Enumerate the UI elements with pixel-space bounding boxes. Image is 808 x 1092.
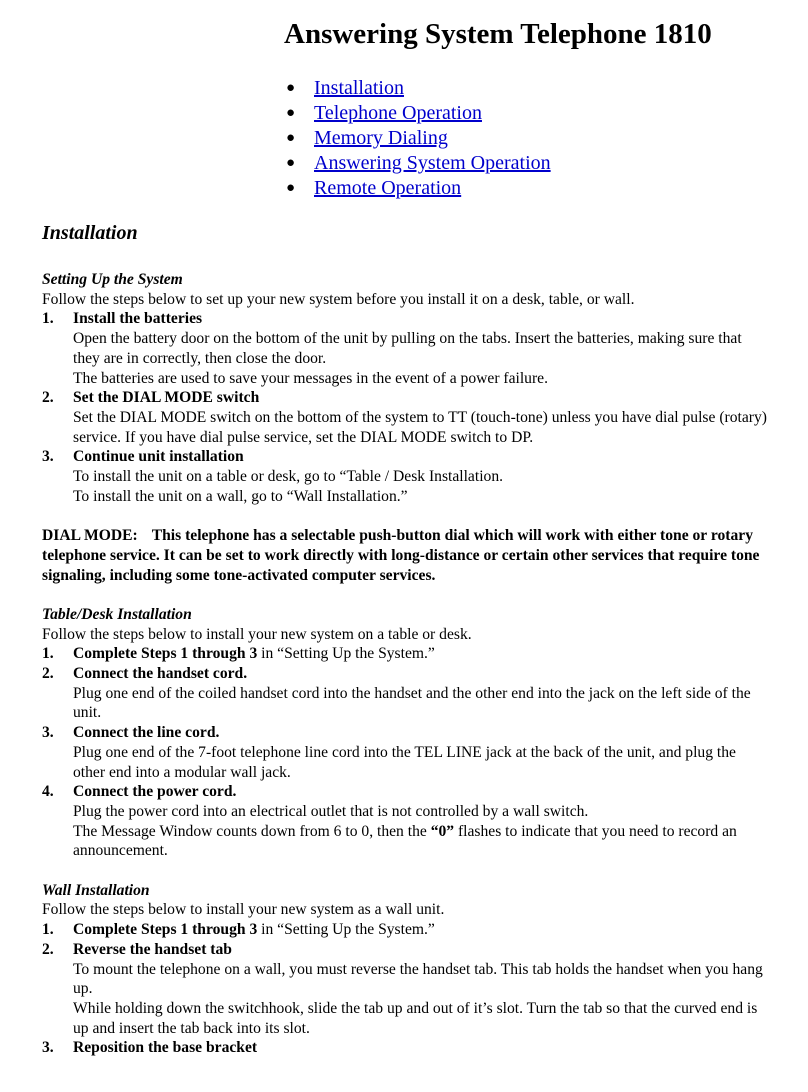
step-text: in “Setting Up the System.” bbox=[257, 645, 435, 663]
intro-text: Follow the steps below to install your new system on a table or desk. bbox=[42, 625, 472, 643]
step-item bbox=[42, 664, 768, 723]
step-number: 2. bbox=[42, 389, 54, 407]
step-text: Plug one end of the 7-foot telephone line cord into the TEL LINE jack at the back of the unit, and plug the other end into a modular wall jack. bbox=[73, 743, 736, 781]
intro-text: Follow the steps below to install your new system as a wall unit. bbox=[42, 901, 445, 919]
dial-mode-note bbox=[42, 526, 768, 585]
toc-link-memory-dialing[interactable]: Memory Dialing bbox=[314, 127, 448, 149]
step-number: 3. bbox=[42, 1039, 54, 1057]
toc-item bbox=[286, 101, 551, 126]
step-text: To install the unit on a table or desk, go to “Table / Desk Installation. bbox=[73, 468, 504, 486]
dial-mode-label: DIAL MODE: bbox=[42, 527, 138, 545]
step-item bbox=[42, 782, 768, 861]
step-number: 2. bbox=[42, 940, 54, 958]
step-text: The batteries are used to save your messages in the event of a power failure. bbox=[73, 369, 548, 387]
toc-link-installation[interactable]: Installation bbox=[314, 77, 404, 99]
step-item bbox=[42, 1038, 768, 1058]
toc-item bbox=[286, 176, 551, 201]
subheading-setting-up: Setting Up the System bbox=[42, 271, 183, 288]
document-title: Answering System Telephone 1810 bbox=[284, 18, 712, 50]
step-item bbox=[42, 920, 768, 940]
subheading-wall: Wall Installation bbox=[42, 881, 150, 899]
section-heading-installation: Installation bbox=[42, 222, 138, 244]
step-text: The Message Window counts down from 6 to 0, then the “0” flashes to indicate that you need to record an announcement. bbox=[73, 822, 737, 860]
toc-item bbox=[286, 151, 551, 176]
bullet-icon: ● bbox=[286, 105, 296, 121]
step-number: 1. bbox=[42, 310, 54, 328]
dial-mode-text: This telephone has a selectable push-button dial which will work with either tone or rotary telephone service. It can be set to work directly with long-distance or certain other services that require tone signaling, including some tone-activated computer services. bbox=[42, 527, 760, 584]
intro-text: Follow the steps below to set up your new system before you install it on a desk, table, or wall. bbox=[42, 290, 635, 308]
toc-item bbox=[286, 76, 551, 101]
step-heading: Connect the line cord. bbox=[73, 724, 220, 742]
step-text: Plug the power cord into an electrical outlet that is not controlled by a wall switch. bbox=[73, 802, 589, 820]
step-item bbox=[42, 447, 768, 506]
section-content bbox=[42, 270, 768, 1058]
step-number: 2. bbox=[42, 665, 54, 682]
step-text: To install the unit on a wall, go to “Wall Installation.” bbox=[73, 487, 408, 505]
step-item bbox=[42, 388, 768, 447]
bullet-icon: ● bbox=[286, 180, 296, 196]
step-text: in “Setting Up the System.” bbox=[257, 921, 435, 939]
step-heading: Connect the power cord. bbox=[73, 783, 237, 801]
step-item bbox=[42, 723, 768, 782]
step-item bbox=[42, 644, 768, 664]
bullet-icon: ● bbox=[286, 155, 296, 171]
subheading-table-desk: Table/Desk Installation bbox=[42, 605, 192, 623]
step-item bbox=[42, 940, 768, 1039]
step-number: 1. bbox=[42, 921, 54, 939]
bullet-icon: ● bbox=[286, 130, 296, 146]
step-heading: Reposition the base bracket bbox=[73, 1039, 258, 1057]
step-heading: Complete Steps 1 through 3 bbox=[73, 645, 258, 663]
step-heading: Reverse the handset tab bbox=[73, 940, 232, 958]
step-number: 1. bbox=[42, 645, 54, 663]
step-heading: Complete Steps 1 through 3 bbox=[73, 921, 258, 939]
step-number: 3. bbox=[42, 724, 54, 742]
step-heading: Install the batteries bbox=[73, 310, 203, 328]
toc-item bbox=[286, 126, 551, 151]
bullet-icon: ● bbox=[286, 80, 296, 96]
table-of-contents bbox=[286, 76, 551, 201]
step-item bbox=[42, 309, 768, 388]
step-heading: Connect the handset cord. bbox=[73, 665, 248, 682]
step-heading: Continue unit installation bbox=[73, 448, 244, 466]
step-heading: Set the DIAL MODE switch bbox=[73, 389, 260, 407]
toc-link-answering-system-operation[interactable]: Answering System Operation bbox=[314, 152, 551, 174]
step-text: While holding down the switchhook, slide the tab up and out of it’s slot. Turn the tab so that the curved end is up and insert the tab back into its slot. bbox=[73, 999, 758, 1037]
step-text: To mount the telephone on a wall, you must reverse the handset tab. This tab holds the handset when you hang up. bbox=[73, 960, 763, 998]
toc-link-remote-operation[interactable]: Remote Operation bbox=[314, 177, 462, 199]
step-number: 4. bbox=[42, 783, 54, 801]
step-text: Plug one end of the coiled handset cord into the handset and the other end into the jack on the left side of the unit. bbox=[73, 684, 751, 722]
step-text: Set the DIAL MODE switch on the bottom of the system to TT (touch-tone) unless you have dial pulse (rotary) service. If you have dial pulse service, set the DIAL MODE switch to DP. bbox=[73, 408, 767, 446]
toc-link-telephone-operation[interactable]: Telephone Operation bbox=[314, 102, 482, 124]
step-number: 3. bbox=[42, 448, 54, 466]
step-text: Open the battery door on the bottom of the unit by pulling on the tabs. Insert the batteries, making sure that they are in correctly, then close the door. bbox=[73, 330, 742, 367]
